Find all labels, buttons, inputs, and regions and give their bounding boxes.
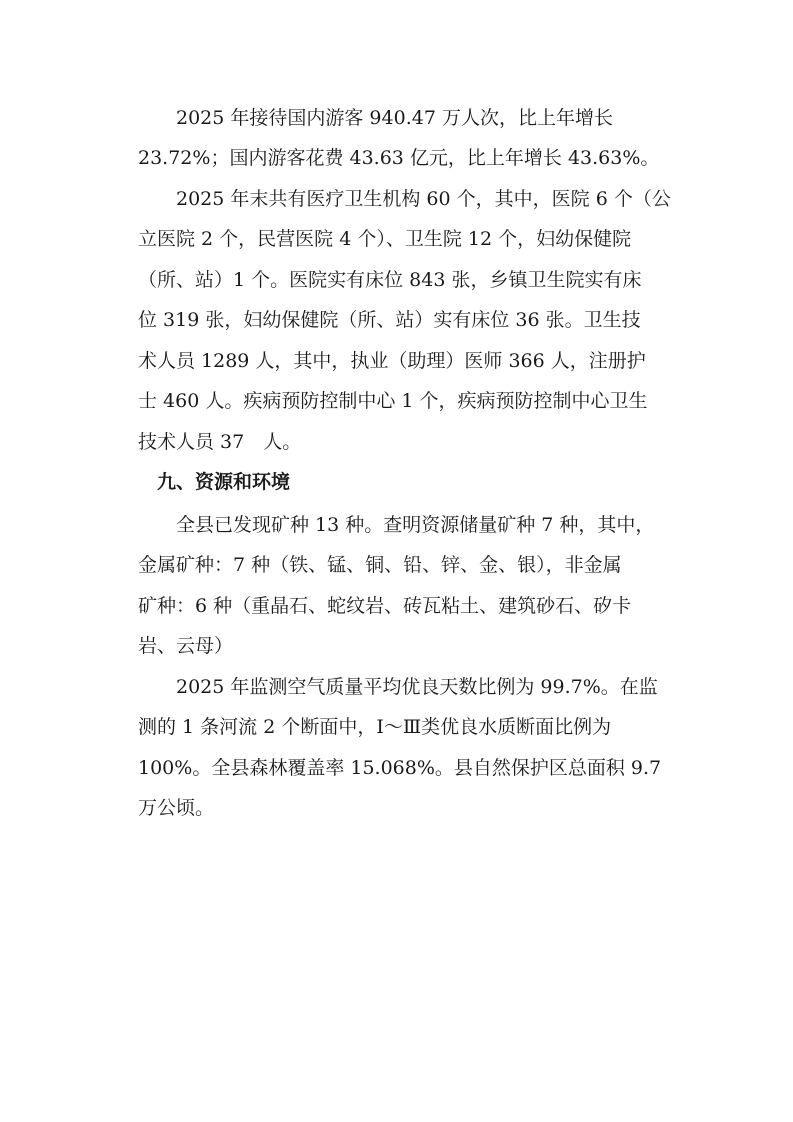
text-line: 2025 年接待国内游客 940.47 万人次，比上年增长 xyxy=(176,107,613,129)
paragraph-environment-line xyxy=(0,667,793,707)
text-line: 23.72%；国内游客花费 43.63 亿元，比上年增长 43.63%。 xyxy=(138,147,660,169)
text-line: 岩、云母） xyxy=(138,635,234,657)
paragraph-health-line xyxy=(0,179,793,219)
section-heading xyxy=(0,462,793,502)
paragraph-minerals-line xyxy=(0,545,793,585)
paragraph-health-line xyxy=(0,219,793,259)
paragraph-environment-line xyxy=(0,748,793,788)
text-line: 术人员 1289 人，其中，执业（助理）医师 366 人，注册护 xyxy=(138,350,646,372)
paragraph-health-line xyxy=(0,341,793,381)
text-line: 万公顷。 xyxy=(138,797,215,819)
paragraph-tourism-line xyxy=(0,138,793,178)
section-heading-text: 九、资源和环境 xyxy=(157,471,291,493)
paragraph-health-line xyxy=(0,422,793,462)
text-line: （所、站）1 个。医院实有床位 843 张，乡镇卫生院实有床 xyxy=(138,269,642,291)
paragraph-environment-line xyxy=(0,707,793,747)
text-line: 2025 年末共有医疗卫生机构 60 个，其中，医院 6 个（公 xyxy=(176,188,671,210)
text-line: 100%。全县森林覆盖率 15.068%。县自然保护区总面积 9.7 xyxy=(138,757,662,779)
paragraph-tourism-line xyxy=(0,98,793,138)
paragraph-minerals-line xyxy=(0,505,793,545)
paragraph-health-line xyxy=(0,381,793,421)
text-line: 矿种：6 种（重晶石、蛇纹岩、砖瓦粘土、建筑砂石、矽卡 xyxy=(138,595,632,617)
text-line: 2025 年监测空气质量平均优良天数比例为 99.7%。在监 xyxy=(176,676,658,698)
text-line: 士 460 人。疾病预防控制中心 1 个，疾病预防控制中心卫生 xyxy=(138,390,648,412)
text-line: 技术人员 37 人。 xyxy=(138,431,302,453)
paragraph-minerals-line xyxy=(0,626,793,666)
text-line: 全县已发现矿种 13 种。查明资源储量矿种 7 种，其中， xyxy=(176,514,655,536)
paragraph-environment-line xyxy=(0,788,793,828)
paragraph-minerals-line xyxy=(0,586,793,626)
text-line: 立医院 2 个，民营医院 4 个）、卫生院 12 个，妇幼保健院 xyxy=(138,228,632,250)
text-line: 位 319 张，妇幼保健院（所、站）实有床位 36 张。卫生技 xyxy=(138,309,641,331)
text-line: 测的 1 条河流 2 个断面中，Ⅰ～Ⅲ类优良水质断面比例为 xyxy=(138,716,612,738)
text-line: 金属矿种：7 种（铁、锰、铜、铅、锌、金、银），非金属 xyxy=(138,554,622,576)
paragraph-health-line xyxy=(0,260,793,300)
paragraph-health-line xyxy=(0,300,793,340)
